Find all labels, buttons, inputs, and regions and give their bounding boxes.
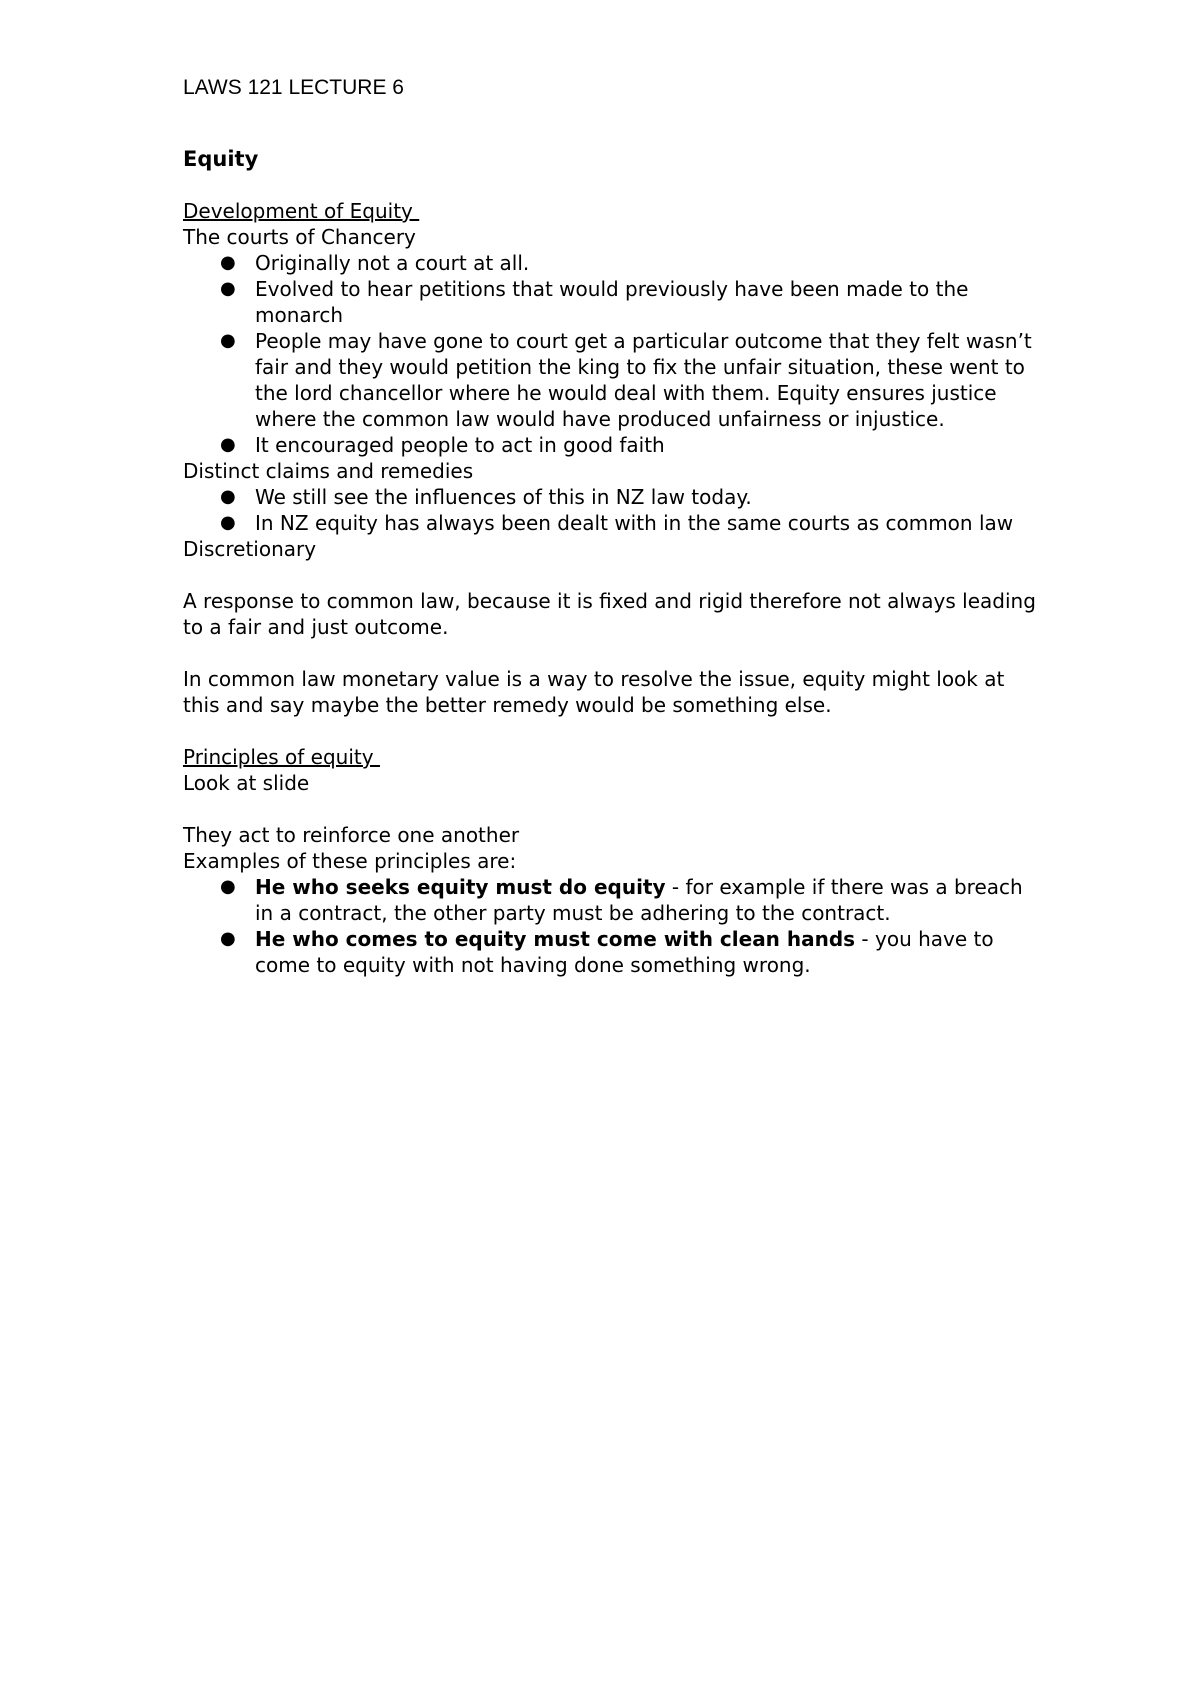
- section-heading-equity: Equity: [183, 147, 259, 171]
- list-item: [183, 250, 1043, 276]
- principle-term: He who seeks equity must do equity: [255, 875, 666, 899]
- bullet-icon: ●: [220, 252, 236, 273]
- bullet-icon: ●: [220, 486, 236, 507]
- list-item-text: Evolved to hear petitions that would previously have been made to the monarch: [255, 277, 969, 327]
- list-item: [183, 874, 1043, 926]
- courts-of-chancery-label: The courts of Chancery: [183, 225, 416, 249]
- courts-bullet-list: [183, 250, 1043, 458]
- distinct-claims-label: Distinct claims and remedies: [183, 459, 474, 483]
- paragraph-monetary-value: In common law monetary value is a way to resolve the issue, equity might look at this and say maybe the better remedy would be something else.: [183, 667, 1011, 717]
- list-item: [183, 484, 1043, 510]
- paragraph-common-law-response: A response to common law, because it is fixed and rigid therefore not always leading to a fair and just outcome.: [183, 589, 1043, 639]
- spacer: [183, 640, 1043, 666]
- bullet-icon: ●: [220, 278, 236, 299]
- bullet-icon: ●: [220, 434, 236, 455]
- spacer: [183, 796, 1043, 822]
- bullet-icon: ●: [220, 512, 236, 533]
- list-item: [183, 510, 1043, 536]
- bullet-icon: ●: [220, 928, 236, 949]
- list-item-text: Originally not a court at all.: [255, 251, 530, 275]
- list-item-text: People may have gone to court get a particular outcome that they felt wasn’t fair and they would petition the king to fix the unfair situation, these went to the lord chancellor where he would deal with them. Equity ensures justice where the common law would have produced unfairness or injustice.: [255, 329, 1032, 431]
- subheading-development-of-equity: Development of Equity: [183, 199, 420, 223]
- list-item-text: We still see the influences of this in NZ law today.: [255, 485, 752, 509]
- document-title: LAWS 121 LECTURE 6: [183, 76, 404, 99]
- list-item: [183, 276, 1043, 328]
- reinforce-text: They act to reinforce one another: [183, 823, 520, 847]
- list-item: [183, 328, 1043, 432]
- list-item-text: It encouraged people to act in good faith: [255, 433, 665, 457]
- principle-term: He who comes to equity must come with clean hands: [255, 927, 856, 951]
- discretionary-label: Discretionary: [183, 537, 317, 561]
- document-page: [183, 74, 1043, 978]
- examples-label: Examples of these principles are:: [183, 849, 517, 873]
- claims-bullet-list: [183, 484, 1043, 536]
- spacer: [183, 562, 1043, 588]
- principle-explanation: - for example if there was a breach in a contract, the other party must be adhering to the contract.: [255, 875, 1023, 925]
- look-at-slide-text: Look at slide: [183, 771, 310, 795]
- principles-bullet-list: [183, 874, 1043, 978]
- subheading-principles-of-equity: Principles of equity: [183, 745, 380, 769]
- list-item-text: In NZ equity has always been dealt with in the same courts as common law: [255, 511, 1014, 535]
- bullet-icon: ●: [220, 876, 236, 897]
- list-item: [183, 926, 1043, 978]
- list-item: [183, 432, 1043, 458]
- bullet-icon: ●: [220, 330, 236, 351]
- principle-explanation: - you have to come to equity with not having done something wrong.: [255, 927, 994, 977]
